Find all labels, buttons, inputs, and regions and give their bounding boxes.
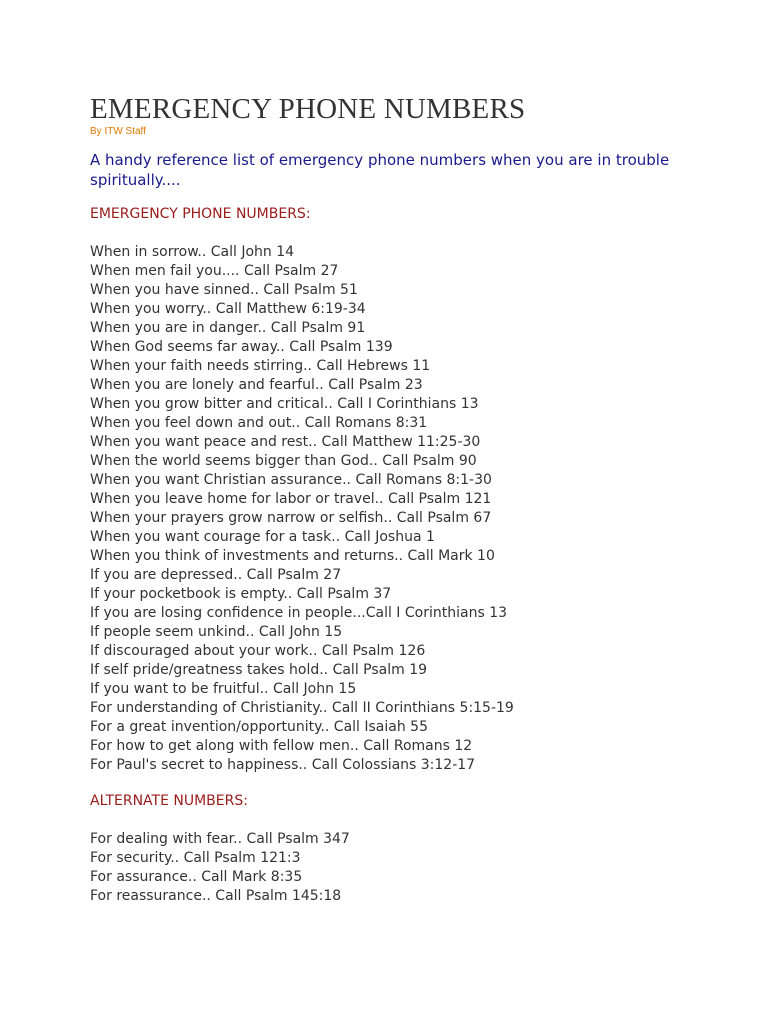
list-item: When you feel down and out.. Call Romans 8:31: [90, 415, 428, 431]
list-item: For reassurance.. Call Psalm 145:18: [90, 888, 342, 904]
list-item: When your prayers grow narrow or selfish.. Call Psalm 67: [90, 510, 492, 526]
list-item: When you want Christian assurance.. Call Romans 8:1-30: [90, 472, 492, 488]
main-section-heading: EMERGENCY PHONE NUMBERS:: [90, 206, 311, 222]
list-item: When the world seems bigger than God.. Call Psalm 90: [90, 453, 477, 469]
list-item: For dealing with fear.. Call Psalm 347: [90, 831, 350, 847]
list-item: When you have sinned.. Call Psalm 51: [90, 282, 358, 298]
list-item: When you leave home for labor or travel.. Call Psalm 121: [90, 491, 492, 507]
list-item: If discouraged about your work.. Call Psalm 126: [90, 643, 426, 659]
list-item: When you worry.. Call Matthew 6:19-34: [90, 301, 366, 317]
list-item: When you are in danger.. Call Psalm 91: [90, 320, 366, 336]
list-item: When your faith needs stirring.. Call Hebrews 11: [90, 358, 431, 374]
list-item: When God seems far away.. Call Psalm 139: [90, 339, 393, 355]
list-item: If you want to be fruitful.. Call John 15: [90, 681, 357, 697]
byline[interactable]: By ITW Staff: [90, 126, 146, 137]
emergency-numbers-list: [90, 243, 750, 775]
list-item: When men fail you.... Call Psalm 27: [90, 263, 339, 279]
list-item: For understanding of Christianity.. Call II Corinthians 5:15-19: [90, 700, 514, 716]
list-item: For security.. Call Psalm 121:3: [90, 850, 301, 866]
list-item: If self pride/greatness takes hold.. Call Psalm 19: [90, 662, 428, 678]
page-title: EMERGENCY PHONE NUMBERS: [90, 93, 526, 125]
intro-text: A handy reference list of emergency phone numbers when you are in trouble spiritually....: [90, 151, 670, 189]
alternate-section-heading: ALTERNATE NUMBERS:: [90, 793, 248, 809]
list-item: When in sorrow.. Call John 14: [90, 244, 295, 260]
list-item: When you want courage for a task.. Call Joshua 1: [90, 529, 435, 545]
list-item: When you grow bitter and critical.. Call I Corinthians 13: [90, 396, 479, 412]
list-item: When you think of investments and returns.. Call Mark 10: [90, 548, 495, 564]
list-item: For Paul's secret to happiness.. Call Colossians 3:12-17: [90, 757, 476, 773]
article: [90, 92, 750, 906]
list-item: If you are depressed.. Call Psalm 27: [90, 567, 342, 583]
list-item: If people seem unkind.. Call John 15: [90, 624, 343, 640]
alternate-numbers-list: [90, 830, 750, 906]
list-item: For assurance.. Call Mark 8:35: [90, 869, 303, 885]
list-item: If you are losing confidence in people...Call I Corinthians 13: [90, 605, 508, 621]
list-item: For a great invention/opportunity.. Call Isaiah 55: [90, 719, 428, 735]
list-item: For how to get along with fellow men.. Call Romans 12: [90, 738, 473, 754]
list-item: If your pocketbook is empty.. Call Psalm 37: [90, 586, 392, 602]
list-item: When you want peace and rest.. Call Matthew 11:25-30: [90, 434, 481, 450]
list-item: When you are lonely and fearful.. Call Psalm 23: [90, 377, 423, 393]
